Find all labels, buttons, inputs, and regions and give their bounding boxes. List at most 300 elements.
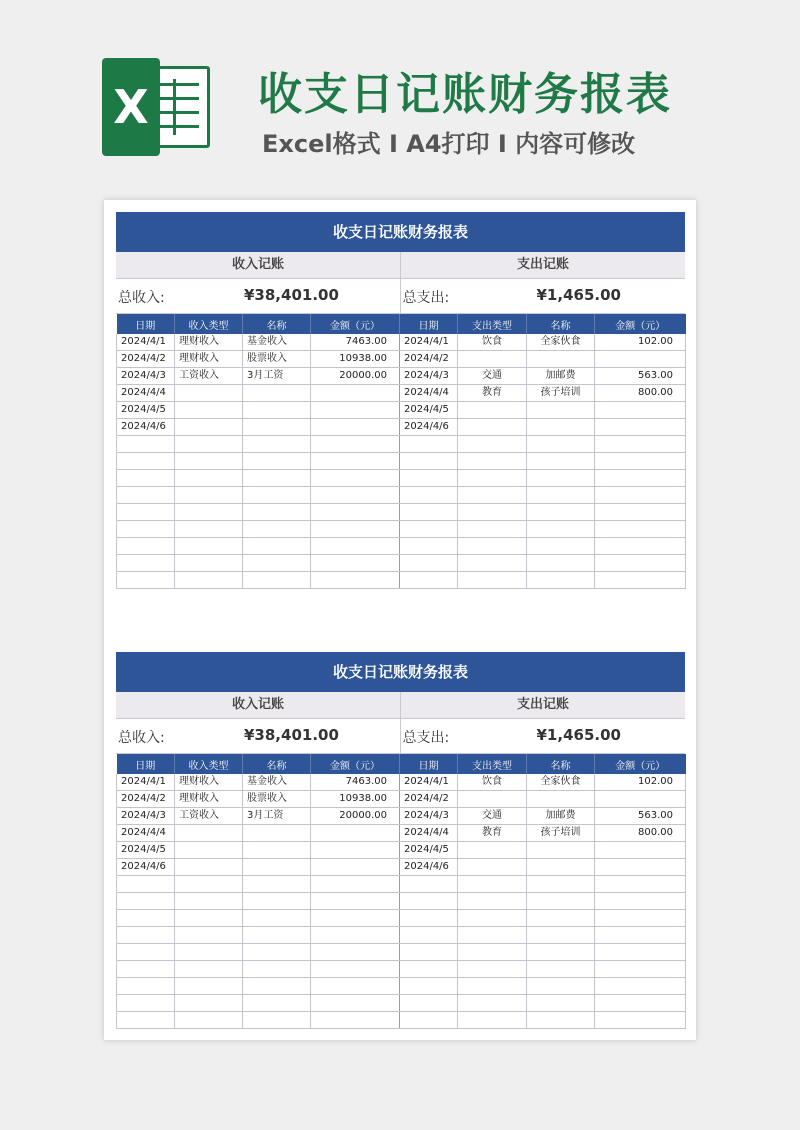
table-cell[interactable]	[243, 504, 311, 521]
table-cell[interactable]: 2024/4/6	[117, 859, 175, 876]
table-cell[interactable]	[311, 910, 400, 927]
table-cell[interactable]	[243, 487, 311, 504]
table-cell[interactable]	[595, 521, 686, 538]
table-cell[interactable]: 2024/4/1	[400, 774, 458, 791]
table-cell[interactable]	[527, 504, 595, 521]
table-cell[interactable]	[175, 944, 243, 961]
table-cell[interactable]	[243, 402, 311, 419]
column-header: 日期	[117, 314, 175, 334]
empty-table-row	[117, 436, 686, 453]
table-row	[117, 334, 686, 351]
table-cell[interactable]	[117, 521, 175, 538]
table-cell[interactable]	[527, 487, 595, 504]
table-row	[117, 419, 686, 436]
table-cell[interactable]	[400, 1012, 458, 1029]
table-cell[interactable]: 2024/4/3	[117, 808, 175, 825]
table-cell[interactable]	[595, 876, 686, 893]
totals-row	[116, 719, 685, 754]
table-cell[interactable]	[595, 487, 686, 504]
table-cell[interactable]	[458, 470, 527, 487]
table-cell[interactable]	[400, 572, 458, 589]
table-cell[interactable]	[175, 1012, 243, 1029]
table-cell[interactable]	[311, 538, 400, 555]
table-cell[interactable]	[458, 876, 527, 893]
table-cell[interactable]: 2024/4/6	[117, 419, 175, 436]
column-header: 金额（元）	[595, 314, 686, 334]
table-cell[interactable]	[527, 859, 595, 876]
table-cell[interactable]	[243, 825, 311, 842]
table-cell[interactable]: 102.00	[595, 774, 686, 791]
empty-table-row	[117, 978, 686, 995]
table-cell[interactable]: 2024/4/3	[400, 368, 458, 385]
table-cell[interactable]: 2024/4/5	[117, 842, 175, 859]
column-header: 日期	[400, 754, 458, 774]
table-cell[interactable]: 全家伙食	[527, 334, 595, 351]
empty-table-row	[117, 876, 686, 893]
section-header-row	[116, 692, 685, 719]
column-header: 名称	[243, 754, 311, 774]
table-cell[interactable]	[175, 419, 243, 436]
table-cell[interactable]	[117, 893, 175, 910]
table-cell[interactable]	[243, 995, 311, 1012]
table-cell[interactable]	[595, 504, 686, 521]
table-cell[interactable]	[117, 453, 175, 470]
table-cell[interactable]	[311, 419, 400, 436]
table-cell[interactable]	[458, 453, 527, 470]
table-cell[interactable]	[400, 470, 458, 487]
table-cell[interactable]	[527, 419, 595, 436]
table-cell[interactable]	[400, 436, 458, 453]
table-cell[interactable]	[243, 538, 311, 555]
table-cell[interactable]	[458, 402, 527, 419]
table-cell[interactable]	[595, 791, 686, 808]
report-sheet	[116, 652, 685, 1029]
table-cell[interactable]	[400, 893, 458, 910]
table-cell[interactable]	[595, 470, 686, 487]
table-row	[117, 859, 686, 876]
table-cell[interactable]	[400, 555, 458, 572]
empty-table-row	[117, 487, 686, 504]
section-header-row	[116, 252, 685, 279]
table-cell[interactable]	[117, 978, 175, 995]
empty-table-row	[117, 1012, 686, 1029]
column-header: 支出类型	[458, 754, 527, 774]
table-cell[interactable]	[311, 1012, 400, 1029]
table-cell[interactable]	[175, 876, 243, 893]
table-row	[117, 842, 686, 859]
table-cell[interactable]	[458, 538, 527, 555]
table-cell[interactable]	[311, 521, 400, 538]
table-cell[interactable]	[400, 910, 458, 927]
column-header: 收入类型	[175, 314, 243, 334]
table-cell[interactable]	[243, 978, 311, 995]
table-row	[117, 774, 686, 791]
table-cell[interactable]	[311, 470, 400, 487]
table-cell[interactable]	[527, 927, 595, 944]
table-cell[interactable]	[527, 961, 595, 978]
ledger-table	[116, 754, 686, 1029]
table-cell[interactable]	[527, 402, 595, 419]
table-cell[interactable]: 理财收入	[175, 334, 243, 351]
table-cell[interactable]: 2024/4/1	[117, 334, 175, 351]
expense-total	[401, 719, 686, 753]
table-cell[interactable]	[117, 572, 175, 589]
table-cell[interactable]	[311, 927, 400, 944]
table-cell[interactable]: 孩子培训	[527, 825, 595, 842]
table-cell[interactable]	[458, 504, 527, 521]
table-cell[interactable]	[400, 876, 458, 893]
table-cell[interactable]	[175, 995, 243, 1012]
table-cell[interactable]	[311, 385, 400, 402]
table-cell[interactable]	[117, 927, 175, 944]
empty-table-row	[117, 470, 686, 487]
empty-table-row	[117, 538, 686, 555]
table-cell[interactable]	[527, 1012, 595, 1029]
table-cell[interactable]	[117, 1012, 175, 1029]
table-cell[interactable]: 2024/4/5	[400, 402, 458, 419]
page-subtitle: Excel格式 I A4打印 I 内容可修改	[262, 130, 636, 158]
column-header: 金额（元）	[311, 314, 400, 334]
table-cell[interactable]	[311, 572, 400, 589]
table-cell[interactable]: 7463.00	[311, 774, 400, 791]
table-cell[interactable]	[400, 961, 458, 978]
table-cell[interactable]	[117, 470, 175, 487]
income-section-label: 收入记账	[116, 692, 401, 718]
table-cell[interactable]: 2024/4/5	[400, 842, 458, 859]
table-cell[interactable]	[175, 470, 243, 487]
table-cell[interactable]	[595, 402, 686, 419]
expense-total-value: ¥1,465.00	[536, 726, 621, 744]
table-cell[interactable]: 教育	[458, 385, 527, 402]
excel-logo-icon	[102, 58, 214, 156]
table-cell[interactable]	[117, 995, 175, 1012]
table-cell[interactable]: 2024/4/3	[400, 808, 458, 825]
table-cell[interactable]	[243, 910, 311, 927]
table-cell[interactable]	[527, 944, 595, 961]
empty-table-row	[117, 572, 686, 589]
table-cell[interactable]	[400, 504, 458, 521]
table-cell[interactable]	[311, 504, 400, 521]
table-cell[interactable]	[311, 978, 400, 995]
table-cell[interactable]	[458, 842, 527, 859]
table-cell[interactable]	[243, 572, 311, 589]
table-cell[interactable]	[175, 402, 243, 419]
table-cell[interactable]	[527, 538, 595, 555]
table-cell[interactable]	[311, 961, 400, 978]
table-cell[interactable]	[527, 351, 595, 368]
table-cell[interactable]	[595, 978, 686, 995]
table-cell[interactable]: 2024/4/2	[400, 351, 458, 368]
table-cell[interactable]	[311, 402, 400, 419]
table-cell[interactable]	[175, 825, 243, 842]
table-cell[interactable]: 2024/4/4	[117, 385, 175, 402]
table-cell[interactable]	[311, 876, 400, 893]
table-cell[interactable]	[595, 538, 686, 555]
table-cell[interactable]	[243, 842, 311, 859]
income-total	[116, 719, 401, 753]
table-cell[interactable]: 2024/4/4	[117, 825, 175, 842]
table-cell[interactable]	[400, 944, 458, 961]
table-cell[interactable]	[595, 910, 686, 927]
table-cell[interactable]	[458, 572, 527, 589]
expense-total-label: 总支出:	[402, 290, 450, 306]
table-cell[interactable]	[175, 385, 243, 402]
table-cell[interactable]	[400, 487, 458, 504]
table-cell[interactable]	[400, 927, 458, 944]
table-cell[interactable]: 102.00	[595, 334, 686, 351]
table-cell[interactable]	[311, 825, 400, 842]
table-cell[interactable]	[175, 927, 243, 944]
table-cell[interactable]	[175, 453, 243, 470]
table-cell[interactable]	[243, 859, 311, 876]
table-cell[interactable]	[175, 842, 243, 859]
table-cell[interactable]	[595, 944, 686, 961]
table-cell[interactable]	[175, 572, 243, 589]
table-cell[interactable]	[243, 453, 311, 470]
table-cell[interactable]	[458, 521, 527, 538]
table-cell[interactable]	[117, 487, 175, 504]
table-cell[interactable]	[458, 436, 527, 453]
table-cell[interactable]	[117, 538, 175, 555]
table-cell[interactable]: 10938.00	[311, 791, 400, 808]
table-cell[interactable]	[243, 521, 311, 538]
table-cell[interactable]	[458, 555, 527, 572]
table-cell[interactable]: 2024/4/4	[400, 825, 458, 842]
table-cell[interactable]	[527, 995, 595, 1012]
column-header: 名称	[243, 314, 311, 334]
table-cell[interactable]: 理财收入	[175, 774, 243, 791]
table-cell[interactable]	[527, 470, 595, 487]
table-cell[interactable]: 3月工资	[243, 808, 311, 825]
table-cell[interactable]	[175, 859, 243, 876]
table-cell[interactable]	[243, 436, 311, 453]
table-cell[interactable]: 股票收入	[243, 351, 311, 368]
table-cell[interactable]: 股票收入	[243, 791, 311, 808]
table-cell[interactable]	[400, 453, 458, 470]
table-cell[interactable]: 2024/4/2	[400, 791, 458, 808]
table-cell[interactable]	[175, 893, 243, 910]
table-cell[interactable]	[311, 436, 400, 453]
empty-table-row	[117, 453, 686, 470]
expense-total-label: 总支出:	[402, 730, 450, 746]
table-cell[interactable]: 饮食	[458, 334, 527, 351]
table-row	[117, 825, 686, 842]
table-cell[interactable]	[175, 910, 243, 927]
table-cell[interactable]	[458, 910, 527, 927]
expense-total-value: ¥1,465.00	[536, 286, 621, 304]
table-cell[interactable]	[311, 893, 400, 910]
column-header: 金额（元）	[595, 754, 686, 774]
table-cell[interactable]: 交通	[458, 808, 527, 825]
table-row	[117, 791, 686, 808]
income-total-label: 总收入:	[118, 290, 165, 306]
table-cell[interactable]	[175, 436, 243, 453]
table-cell[interactable]: 2024/4/2	[117, 351, 175, 368]
table-cell[interactable]: 2024/4/1	[400, 334, 458, 351]
table-cell[interactable]	[175, 961, 243, 978]
table-cell[interactable]: 饮食	[458, 774, 527, 791]
table-cell[interactable]: 2024/4/6	[400, 419, 458, 436]
table-cell[interactable]	[527, 453, 595, 470]
table-cell[interactable]	[311, 944, 400, 961]
table-cell[interactable]	[458, 1012, 527, 1029]
table-cell[interactable]	[458, 859, 527, 876]
table-cell[interactable]: 20000.00	[311, 368, 400, 385]
empty-table-row	[117, 504, 686, 521]
table-cell[interactable]: 800.00	[595, 825, 686, 842]
table-cell[interactable]	[458, 351, 527, 368]
table-cell[interactable]	[527, 893, 595, 910]
table-cell[interactable]: 2024/4/1	[117, 774, 175, 791]
table-cell[interactable]	[243, 1012, 311, 1029]
table-cell[interactable]: 7463.00	[311, 334, 400, 351]
table-cell[interactable]	[243, 385, 311, 402]
table-cell[interactable]: 工资收入	[175, 808, 243, 825]
income-total-value: ¥38,401.00	[244, 726, 339, 744]
table-cell[interactable]: 孩子培训	[527, 385, 595, 402]
empty-table-row	[117, 555, 686, 572]
table-cell[interactable]	[311, 453, 400, 470]
table-cell[interactable]	[400, 978, 458, 995]
table-cell[interactable]	[595, 893, 686, 910]
table-cell[interactable]	[458, 791, 527, 808]
table-cell[interactable]: 基金收入	[243, 334, 311, 351]
table-cell[interactable]	[595, 995, 686, 1012]
table-cell[interactable]	[595, 927, 686, 944]
table-cell[interactable]	[595, 453, 686, 470]
table-cell[interactable]: 教育	[458, 825, 527, 842]
table-cell[interactable]	[117, 555, 175, 572]
table-cell[interactable]	[400, 521, 458, 538]
table-cell[interactable]	[595, 961, 686, 978]
table-cell[interactable]: 理财收入	[175, 351, 243, 368]
table-cell[interactable]	[458, 995, 527, 1012]
table-cell[interactable]: 800.00	[595, 385, 686, 402]
table-cell[interactable]	[311, 555, 400, 572]
table-cell[interactable]: 全家伙食	[527, 774, 595, 791]
table-cell[interactable]	[175, 555, 243, 572]
table-header-row	[117, 754, 686, 774]
table-cell[interactable]	[311, 842, 400, 859]
table-cell[interactable]: 加邮费	[527, 368, 595, 385]
table-cell[interactable]	[311, 487, 400, 504]
column-header: 支出类型	[458, 314, 527, 334]
report-sheet	[116, 212, 685, 589]
table-row	[117, 808, 686, 825]
table-cell[interactable]	[595, 859, 686, 876]
table-cell[interactable]	[527, 572, 595, 589]
table-cell[interactable]: 工资收入	[175, 368, 243, 385]
table-cell[interactable]: 2024/4/4	[400, 385, 458, 402]
column-header: 金额（元）	[311, 754, 400, 774]
table-cell[interactable]	[243, 944, 311, 961]
table-cell[interactable]	[595, 419, 686, 436]
table-cell[interactable]	[311, 859, 400, 876]
table-cell[interactable]: 2024/4/5	[117, 402, 175, 419]
table-cell[interactable]	[117, 436, 175, 453]
table-cell[interactable]	[458, 893, 527, 910]
table-cell[interactable]	[595, 555, 686, 572]
table-cell[interactable]	[458, 419, 527, 436]
table-cell[interactable]	[175, 504, 243, 521]
table-cell[interactable]	[243, 419, 311, 436]
table-cell[interactable]: 理财收入	[175, 791, 243, 808]
table-row	[117, 385, 686, 402]
table-cell[interactable]	[117, 504, 175, 521]
table-cell[interactable]: 2024/4/6	[400, 859, 458, 876]
table-cell[interactable]	[595, 572, 686, 589]
table-cell[interactable]	[117, 944, 175, 961]
table-cell[interactable]	[458, 978, 527, 995]
document-page	[104, 200, 696, 1040]
table-cell[interactable]	[458, 927, 527, 944]
expense-section-label: 支出记账	[516, 257, 569, 272]
table-cell[interactable]	[243, 927, 311, 944]
table-cell[interactable]	[400, 538, 458, 555]
table-header-row	[117, 314, 686, 334]
table-cell[interactable]: 2024/4/3	[117, 368, 175, 385]
column-header: 日期	[400, 314, 458, 334]
column-header: 名称	[527, 754, 595, 774]
table-cell[interactable]: 3月工资	[243, 368, 311, 385]
table-cell[interactable]	[527, 876, 595, 893]
table-cell[interactable]	[175, 538, 243, 555]
table-cell[interactable]	[527, 521, 595, 538]
table-cell[interactable]	[243, 961, 311, 978]
table-cell[interactable]	[458, 961, 527, 978]
table-cell[interactable]	[527, 791, 595, 808]
table-cell[interactable]	[243, 876, 311, 893]
table-cell[interactable]	[458, 487, 527, 504]
column-header: 日期	[117, 754, 175, 774]
table-cell[interactable]: 2024/4/2	[117, 791, 175, 808]
table-cell[interactable]	[595, 842, 686, 859]
table-cell[interactable]	[243, 470, 311, 487]
table-cell[interactable]: 20000.00	[311, 808, 400, 825]
table-cell[interactable]: 交通	[458, 368, 527, 385]
table-cell[interactable]	[243, 893, 311, 910]
table-cell[interactable]: 加邮费	[527, 808, 595, 825]
table-cell[interactable]	[527, 555, 595, 572]
table-cell[interactable]: 基金收入	[243, 774, 311, 791]
table-cell[interactable]	[175, 978, 243, 995]
table-cell[interactable]: 563.00	[595, 808, 686, 825]
table-cell[interactable]	[527, 842, 595, 859]
table-cell[interactable]	[117, 961, 175, 978]
table-cell[interactable]	[175, 521, 243, 538]
table-cell[interactable]	[595, 1012, 686, 1029]
table-cell[interactable]	[527, 436, 595, 453]
table-cell[interactable]	[117, 876, 175, 893]
table-cell[interactable]	[458, 944, 527, 961]
table-cell[interactable]	[311, 995, 400, 1012]
table-cell[interactable]	[595, 351, 686, 368]
table-row	[117, 351, 686, 368]
table-row	[117, 368, 686, 385]
table-cell[interactable]: 563.00	[595, 368, 686, 385]
table-cell[interactable]	[243, 555, 311, 572]
table-cell[interactable]: 10938.00	[311, 351, 400, 368]
table-cell[interactable]	[175, 487, 243, 504]
income-total-label: 总收入:	[118, 730, 165, 746]
expense-section-label: 支出记账	[516, 697, 569, 712]
table-cell[interactable]	[527, 978, 595, 995]
report-title: 收支日记账财务报表	[116, 212, 685, 252]
table-cell[interactable]	[117, 910, 175, 927]
table-cell[interactable]	[595, 436, 686, 453]
table-cell[interactable]	[527, 910, 595, 927]
table-cell[interactable]	[400, 995, 458, 1012]
